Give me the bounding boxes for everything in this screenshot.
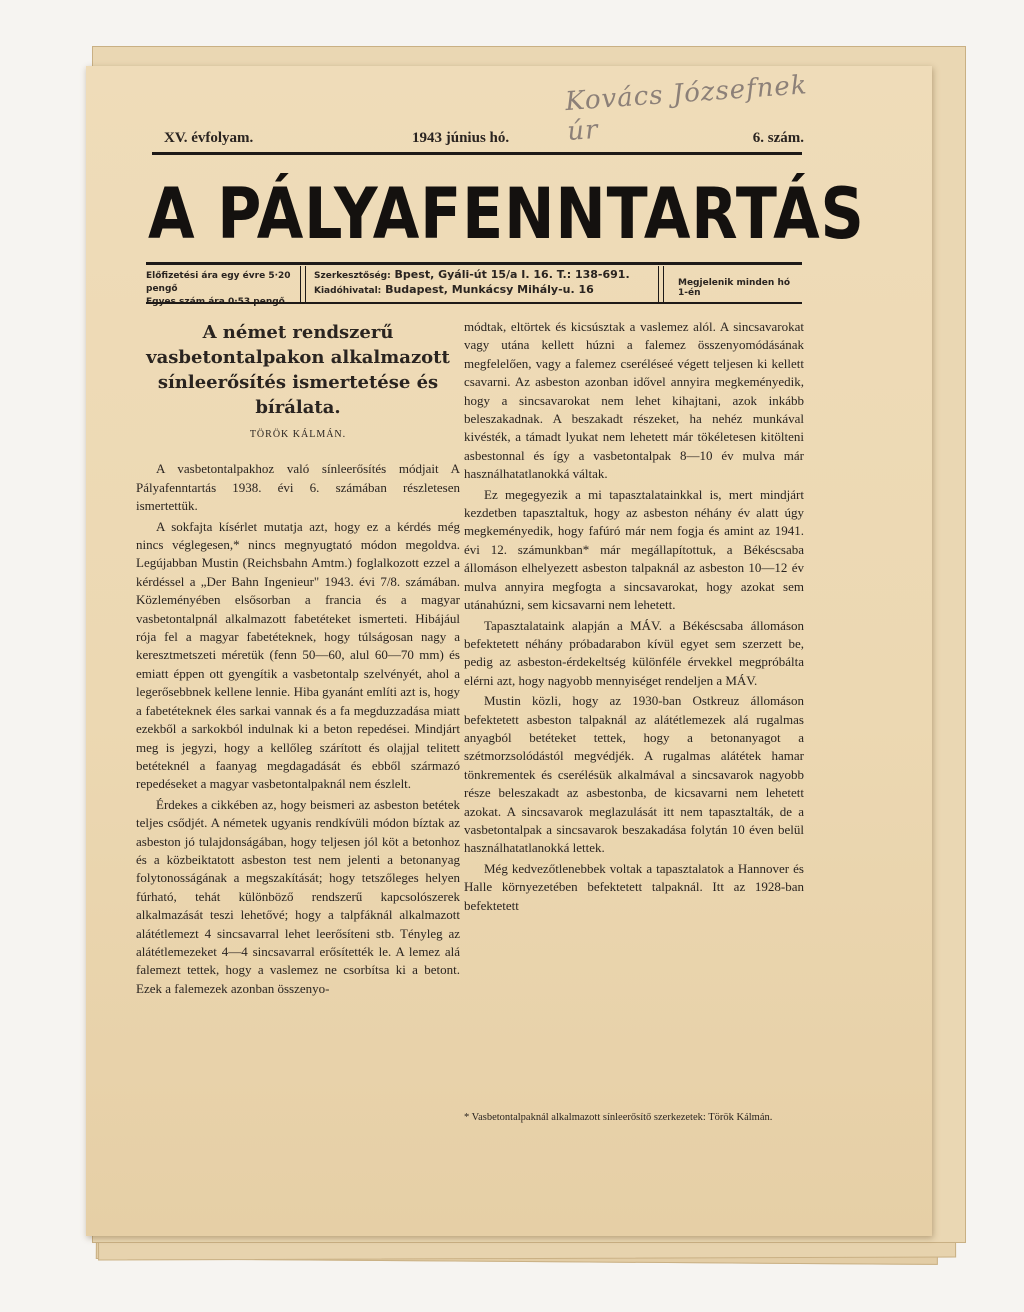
editorial-address: Bpest, Gyáli-út 15/a I. 16. T.: 138-691.: [394, 268, 630, 281]
info-separator: [300, 266, 306, 302]
paragraph: Tapasztalataink alapján a MÁV. a Békéscsaba állomáson befektetett néhány próbadarabon kívül egyet sem szerzett be, pedig az asbeston-érdekeltség különféle érvekkel megpróbálta elérni azt, hogy nagyobb mennyiséget rendeljen a MÁV.: [464, 617, 804, 688]
issue-meta-row: [160, 130, 804, 150]
paragraph: módtak, eltörtek és kicsúsztak a vaslemez alól. A sincsavarokat vagy utána kellett húzni a falemez összenyomódásának megfelelően, vagy a falemez cseréléseé végett teljesen ki kellett csavarni. Az asbeston azonban idővel annyira megkeményedik, hogy a sincsavarokat nem lehet kihajtani, azok inkább beleszakadnak. A beszakadt részeket, ha nehéz munkával kivésték, a támadt lyukat nem lehetett már tökéletesen kitölteni asbestonnal és így a vasbetontalpak 8—10 év mulva már használhatatlanokká váltak.: [464, 319, 804, 482]
editorial-label: Szerkesztőség:: [314, 271, 391, 281]
publisher-address: Budapest, Munkácsy Mihály-u. 16: [385, 283, 594, 296]
article-column-right: [464, 318, 804, 917]
masthead-rule: [146, 262, 802, 265]
article-title: A német rendszerű vasbetontalpakon alkalmazott sínleerősítés ismertetése és bírálata.: [146, 322, 450, 418]
handwritten-note: Kovács Józsefnek úr: [564, 70, 809, 147]
paragraph: Érdekes a cikkében az, hogy beismeri az asbeston betétek teljes csődjét. A németek ugyanis rendkívüli módon bíztak az asbeston jó tulajdonságában, hogy teljesen jól köt a betonhoz és a közbeiktatott asbeston test nem jelenti a betonanyag folytonosságának a megszakítását; hogy tetszőleges helyen fúrható, tehát különböző rendszerű kapcsolószerek alkalmazását teszi lehetővé; hogy a talpfáknál alkalmazott alátétlemezt 4 sincsavarral lehet leerősíteni stb. Tényleg az alátétlemezeket 4—4 sincsavarral erősítették le. A lemez alá falemezt tettek, hogy a vaslemez ne csorbítsa ki a betont. Ezek a falemezek azonban összenyo-: [136, 796, 460, 996]
subscription-price: Előfizetési ára egy évre 5·20 pengő: [146, 271, 291, 294]
issue-number: 6. szám.: [752, 130, 804, 146]
info-separator: [658, 266, 664, 302]
masthead-title: A PÁLYAFENNTARTÁS: [148, 173, 865, 255]
info-bar: [146, 266, 802, 302]
article-column-left: [136, 318, 460, 1000]
paragraph: Mustin közli, hogy az 1930-ban Ostkreuz állomáson befektetett asbeston talpaknál az alátétlemezek alá rugalmas anyagból betéteket tettek, hogy a betonanyagot a szétmorzsolódástól megvédjék. A rugalmas alátétek hamar tönkrementek és cserélésük alkalmával a sincsavarok nagyobb része beleszakadt az asbestonba, de kicsavarni nem lehetett azokat. A sincsavarok meglazulását itt nem tapasztalták, de a vasbetontalpak a sincsavarok beszakadása folytán 10 éven belül használhatatlanokká lettek.: [464, 693, 804, 856]
paragraph: A vasbetontalpakhoz való sínleerősítés módjait A Pályafenntartás 1938. évi 6. számában részletesen ismertettük.: [136, 461, 460, 514]
top-rule: [152, 152, 802, 155]
paragraph: Ez megegyezik a mi tapasztalatainkkal is, mert mindjárt kezdetben tapasztaltuk, hogy az asbeston néhány év alatt úgy megkeményedik, hogy fafúró már nem fogja és amint az 1941. évi 12. számunkban* már megállapítottuk, a Békéscsaba állomáson elhelyezett asbeston talpaknál az asbeston 10—12 év mulva annyira megfogta a sincsavarokat, hogy azokat sem utánahúzni, sem kicsavarni nem lehetett.: [464, 486, 804, 613]
paragraph: A sokfajta kísérlet mutatja azt, hogy ez a kérdés még nincs véglegesen,* nincs megnyugtató módon megoldva. Legújabban Mustin (Reichsbahn Amtm.) foglalkozott ezzel a kérdéssel a „Der Bahn Ingenieur" 1943. évi 7/8. számában. Közleményében elsősorban a francia és a magyar vasbetontalpnál alkalmazott fabetéteket ismerteti. Hibájául rója fel a magyar fabetéteknek, hogy túlságosan nagy a keresztmetszeti méretük (fenn 50—60, alul 60—70 mm) és emiatt éppen ott gyengítik a vasbetontalp szelvényét, ahol a legerősebbnek kellene lennie. Hiba gyanánt említi azt is, hogy a fabetéteknek éles sarkai vannak és a fa megduzzadása miatt ezekből a sarkokból indulnak ki a beton repedései. Mindjárt meg is jegyzi, hogy a kellőleg szárított és olajjal telitett betéteknél a faanyag megdagadását és ebből származó repedéseket a magyar vasbetontalpaknál nem észlelt.: [136, 518, 460, 792]
publisher-label: Kiadóhivatal:: [314, 286, 382, 296]
infobar-rule: [146, 302, 802, 304]
publication-frequency: Megjelenik minden hó 1-én: [678, 278, 791, 298]
paragraph: Még kedvezőtlenebbek voltak a tapasztalatok a Hannover és Halle környezetében befektetett talpaknál. Itt az 1928-ban befektetett: [464, 860, 804, 913]
volume-label: XV. évfolyam.: [164, 130, 254, 146]
newspaper-page: [86, 66, 932, 1236]
issue-date: 1943 június hó.: [412, 130, 510, 146]
article-author: TÖRÖK KÁLMÁN.: [249, 429, 347, 440]
address-info: [314, 268, 654, 298]
footnote: * Vasbetontalpaknál alkalmazott sínleerősítő szerkezetek: Török Kálmán.: [464, 1112, 773, 1123]
